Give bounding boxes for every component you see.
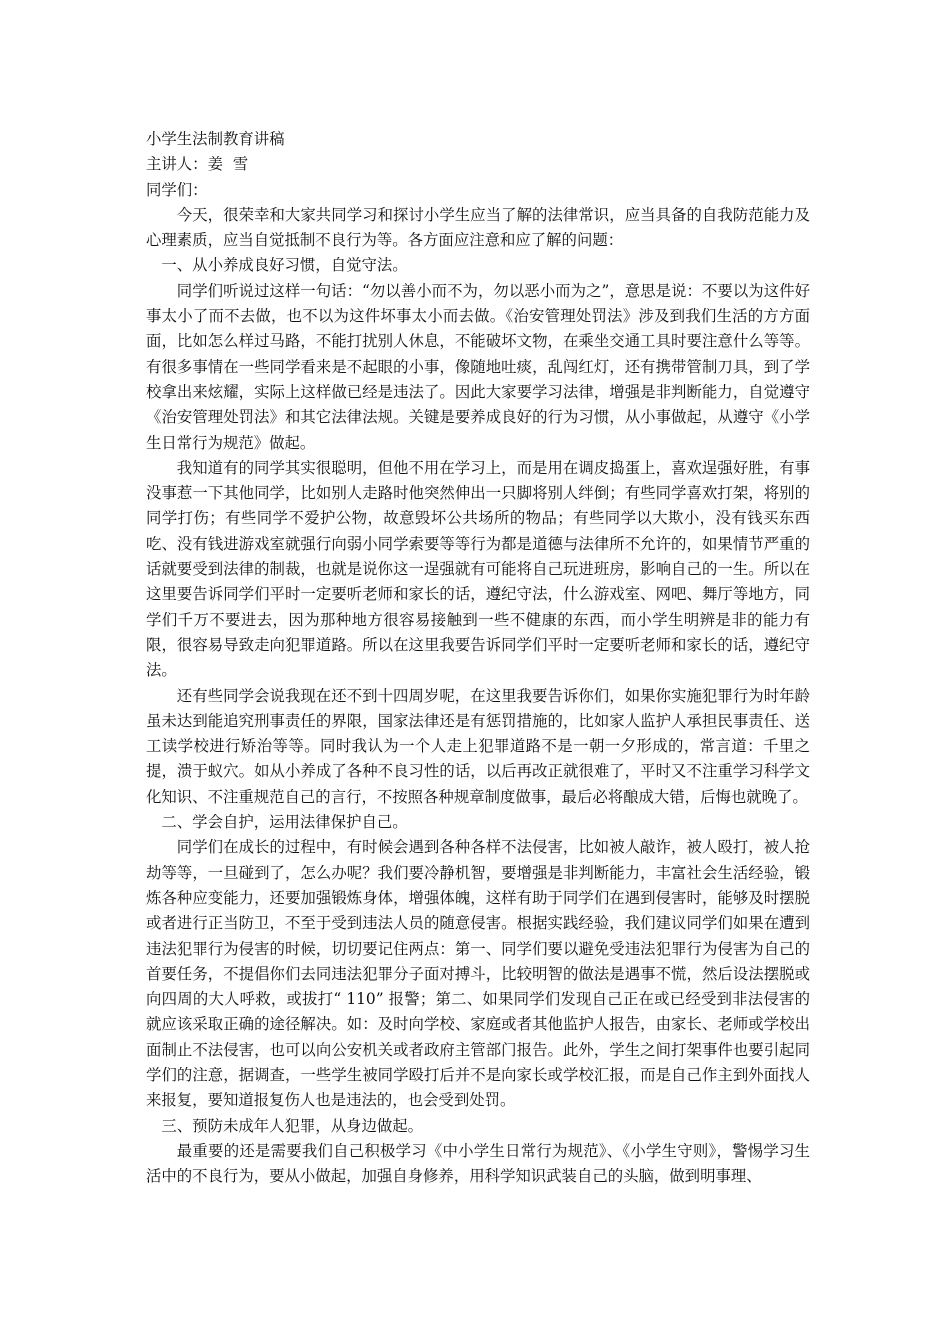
greeting-line: 同学们： — [146, 180, 208, 199]
speaker-line: 主讲人：姜 雪 — [146, 155, 249, 174]
intro-paragraph: 今天，很荣幸和大家共同学习和探讨小学生应当了解的法律常识，应当具备的自我防范能力及心理素质，应当自觉抵制不良行为等。各方面应注意和应了解的问题： — [146, 205, 810, 250]
document-page — [146, 127, 810, 1189]
document-title: 小学生法制教育讲稿 — [146, 130, 285, 148]
section-3-paragraph-1: 最重要的还是需要我们自己积极学习《中小学生日常行为规范》、《小学生守则》，警惕学习生活中的不良行为，要从小做起，加强自身修养，用科学知识武装自己的头脑，做到明事理、 — [146, 1141, 810, 1186]
section-1-paragraph-1: 同学们听说过这样一句话：“勿以善小而不为，勿以恶小而为之”，意思是说：不要以为这件好事太小了而不去做，也不以为这件坏事太小而去做。《治安管理处罚法》涉及到我们生活的方方面面，比如怎么样过马路，不能打扰别人休息，不能破坏文物，在乘坐交通工具时要注意什么等等。有很多事情在一些同学看来是不起眼的小事，像随地吐痰，乱闯红灯，还有携带管制刀具，到了学校拿出来炫耀，实际上这样做已经是违法了。因此大家要学习法律，增强是非判断能力，自觉遵守《治安管理处罚法》和其它法律法规。关键是要养成良好的行为习惯，从小事做起，从遵守《小学生日常行为规范》做起。 — [146, 281, 810, 452]
section-1-paragraph-2: 我知道有的同学其实很聪明，但他不用在学习上，而是用在调皮捣蛋上，喜欢逞强好胜，有事没事惹一下其他同学，比如别人走路时他突然伸出一只脚将别人绊倒；有些同学喜欢打架，将别的同学打伤；有些同学不爱护公物，故意毁坏公共场所的物品；有些同学以大欺小，没有钱买东西吃、没有钱进游戏室就强行向弱小同学索要等等行为都是道德与法律所不允许的，如果情节严重的话就要受到法律的制裁，也就是说你这一逞强就有可能将自己玩进班房，影响自己的一生。所以在这里要告诉同学们平时一定要听老师和家长的话，遵纪守法，什么游戏室、网吧、舞厅等地方，同学们千万不要进去，因为那种地方很容易接触到一些不健康的东西，而小学生明辨是非的能力有限，很容易导致走向犯罪道路。所以在这里我要告诉同学们平时一定要听老师和家长的话，遵纪守法。 — [146, 458, 810, 680]
section-1-heading: 一、从小养成良好习惯，自觉守法。 — [161, 256, 408, 275]
section-2-heading: 二、学会自护，运用法律保护自己。 — [161, 813, 408, 832]
section-2-paragraph-1: 同学们在成长的过程中，有时候会遇到各种各样不法侵害，比如被人敲诈，被人殴打，被人抢劫等等，一旦碰到了，怎么办呢？我们要冷静机智，要增强是非判断能力，丰富社会生活经验，锻炼各种应变能力，还要加强锻炼身体，增强体魄，这样有助于同学们在遇到侵害时，能够及时摆脱或者进行正当防卫，不至于受到违法人员的随意侵害。根据实践经验，我们建议同学们如果在遭到违法犯罪行为侵害的时候，切切要记住两点：第一、同学们要以避免受违法犯罪行为侵害为自己的首要任务，不提倡你们去同违法犯罪分子面对搏斗，比较明智的做法是遇事不慌，然后设法摆脱或向四周的大人呼救，或拔打“ 110” 报警；第二、如果同学们发现自己正在或已经受到非法侵害的就应该采取正确的途径解决。如：及时向学校、家庭或者其他监护人报告，由家长、老师或学校出面制止不法侵害，也可以向公安机关或者政府主管部门报告。此外，学生之间打架事件也要引起同学们的注意，据调查，一些学生被同学殴打后并不是向家长或学校汇报，而是自己作主到外面找人来报复，要知道报复伤人也是违法的，也会受到处罚。 — [146, 838, 810, 1110]
section-1-paragraph-3: 还有些同学会说我现在还不到十四周岁呢，在这里我要告诉你们，如果你实施犯罪行为时年龄虽未达到能追究刑事责任的界限，国家法律还是有惩罚措施的，比如家人监护人承担民事责任、送工读学校进行矫治等等。同时我认为一个人走上犯罪道路不是一朝一夕形成的，常言道：千里之提，溃于蚁穴。如从小养成了各种不良习性的话，以后再改正就很难了，平时又不注重学习科学文化知识、不注重规范自己的言行，不按照各种规章制度做事，最后必将酿成大错，后悔也就晚了。 — [146, 686, 810, 806]
section-3-heading: 三、预防未成年人犯罪，从身边做起。 — [161, 1116, 424, 1135]
